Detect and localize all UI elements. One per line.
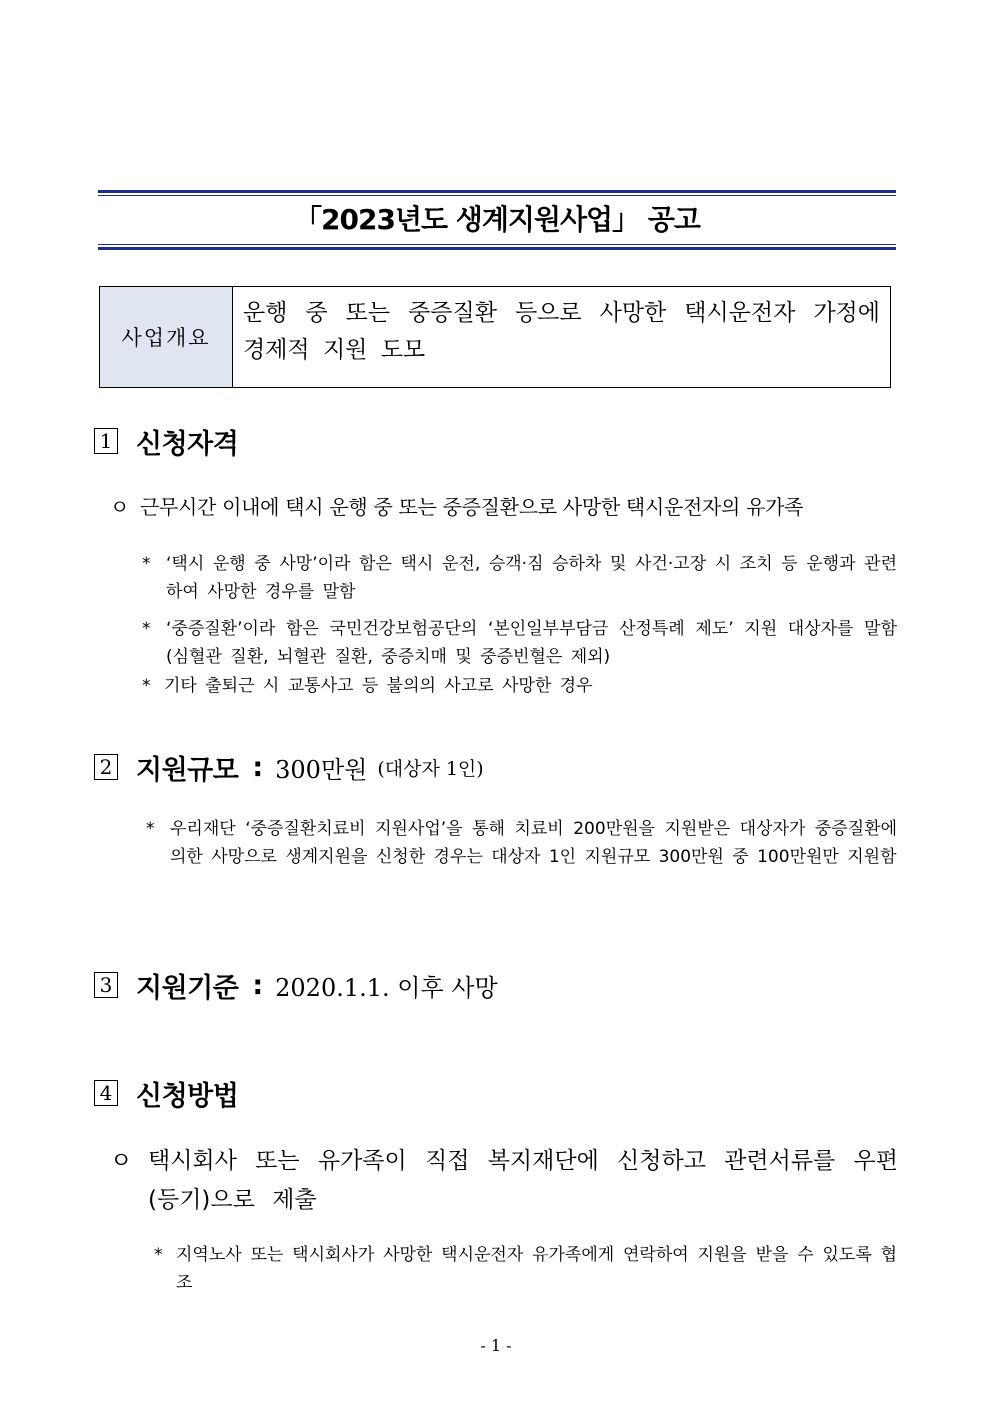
list-item	[110, 492, 900, 522]
overview-box	[99, 286, 891, 388]
circle-bullet-icon: ㅇ	[110, 1148, 133, 1174]
section-number: 4	[94, 1080, 118, 1106]
section-1-heading	[94, 421, 238, 461]
asterisk-icon: *	[146, 819, 155, 839]
note-text: ‘중증질환’이라 함은 국민건강보험공단의 ‘본인일부부담금 산정특례 제도’ 지원 대상자를 말함 (심혈관 질환, 뇌혈관 질환, 중증치매 및 중증빈혈은 제외)	[166, 619, 897, 667]
title-rule-bottom	[98, 247, 896, 250]
note-item	[142, 550, 897, 606]
section-2-heading	[94, 747, 484, 787]
note-item	[154, 1241, 897, 1297]
title-rule-top-thin	[98, 195, 896, 196]
title-block	[98, 190, 896, 252]
section-colon: :	[252, 969, 264, 1001]
asterisk-icon: *	[142, 619, 151, 639]
note-item	[146, 815, 897, 871]
list-item-text: 택시회사 또는 유가족이 직접 복지재단에 신청하고 관련서류를 우편(등기)으로 제출	[148, 1148, 898, 1213]
asterisk-icon: *	[142, 554, 151, 574]
section-3-heading	[94, 965, 498, 1005]
list-item-text: 근무시간 이내에 택시 운행 중 또는 중증질환으로 사망한 택시운전자의 유가족	[140, 495, 804, 519]
support-criteria: 2020.1.1. 이후 사망	[275, 973, 498, 1002]
overview-text: 운행 중 또는 중증질환 등으로 사망한 택시운전자 가정에 경제적 지원 도모	[243, 300, 880, 363]
note-text: ‘택시 운행 중 사망’이라 함은 택시 운전, 승객·짐 승하차 및 사건·고장 시 조치 등 운행과 관련하여 사망한 경우를 말함	[166, 554, 897, 602]
section-number: 1	[94, 428, 118, 454]
circle-bullet-icon: ㅇ	[110, 495, 130, 519]
note-text: 우리재단 ‘중증질환치료비 지원사업’을 통해 치료비 200만원을 지원받은 대상자가 중증질환에 의한 사망으로 생계지원을 신청한 경우는 대상자 1인 지원규모 300만원 중 100만원만 지원함	[170, 819, 897, 867]
section-title: 신청자격	[136, 428, 239, 460]
support-amount: 300만원	[275, 755, 368, 784]
note-item	[142, 672, 897, 700]
section-title: 지원기준	[136, 972, 239, 1004]
asterisk-icon: *	[142, 676, 151, 696]
page-title: 「2023년도 생계지원사업」 공고	[294, 203, 700, 236]
asterisk-icon: *	[154, 1245, 163, 1265]
section-4-heading	[94, 1073, 238, 1113]
note-item	[142, 615, 897, 671]
section-title: 지원규모	[136, 754, 239, 786]
section-colon: :	[252, 751, 264, 783]
overview-label: 사업개요	[100, 287, 233, 387]
support-amount-note: (대상자 1인)	[377, 757, 484, 780]
page-number: - 1 -	[480, 1336, 512, 1355]
section-number: 2	[94, 754, 118, 780]
title-rule-bottom-thin	[98, 244, 896, 245]
title-rule-top	[98, 190, 896, 193]
note-text: 지역노사 또는 택시회사가 사망한 택시운전자 유가족에게 연락하여 지원을 받을 수 있도록 협조	[176, 1245, 897, 1293]
section-number: 3	[94, 972, 118, 998]
section-title: 신청방법	[136, 1080, 239, 1112]
list-item	[110, 1142, 898, 1220]
note-text: 기타 출퇴근 시 교통사고 등 불의의 사고로 사망한 경우	[164, 676, 593, 696]
